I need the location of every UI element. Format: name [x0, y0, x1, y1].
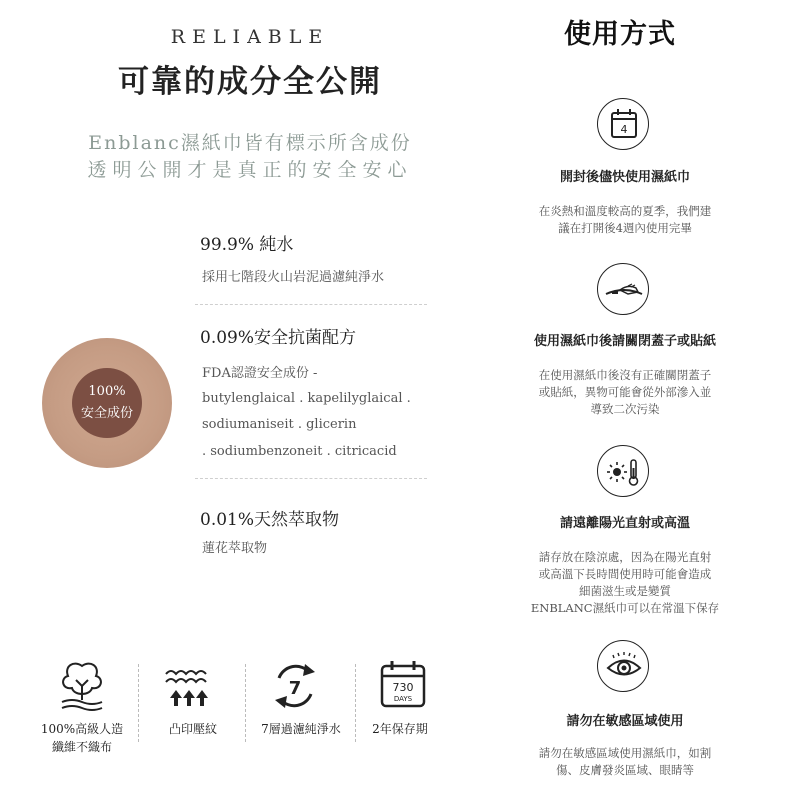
step-icon-wrap: [597, 263, 649, 315]
step-body-open: [500, 203, 750, 237]
safe-badge-percent: 100%: [88, 384, 126, 399]
ingredient-desc-line: butylenglaical . kapelilyglaical .: [202, 391, 411, 406]
feature-separator: [245, 664, 246, 742]
seven-cycle-icon: [265, 656, 325, 716]
step-body-line: 或高溫下長時間使用時可能會造成: [538, 567, 712, 581]
step-icon-wrap: [597, 445, 649, 497]
calendar-730-icon: [372, 656, 432, 716]
step-body-line: 或貼紙，異物可能會從外部滲入並: [538, 385, 712, 399]
step-icon-wrap: [597, 98, 649, 150]
divider: [195, 478, 427, 479]
ingredient-desc-line: FDA認證安全成份 -: [202, 366, 318, 381]
ingredient-title-water: 99.9% 純水: [200, 235, 294, 255]
safe-badge-label: 安全成份: [80, 406, 133, 421]
calendar-week-number: 4: [620, 123, 628, 136]
step-body-line: 在使用濕紙巾後沒有正確關閉蓋子: [538, 368, 712, 382]
subtitle-line-2: 透明公開才是真正的安全安心: [87, 159, 413, 181]
step-body-line: ENBLANC濕紙巾可以在常溫下保存: [530, 601, 720, 615]
step-body-line: 請勿在敏感區域使用濕紙巾，如割: [538, 746, 712, 760]
step-body-line: 導致二次污染: [590, 402, 660, 416]
subtitle-line-1: Enblanc濕紙巾皆有標示所含成份: [88, 132, 412, 154]
section-eyebrow: RELIABLE: [170, 26, 330, 48]
seven-cycle-number: 7: [288, 678, 302, 699]
feature-label-emboss: 凸印壓紋: [168, 722, 217, 736]
step-body-sunlight: [500, 549, 750, 617]
feature-separator: [355, 664, 356, 742]
step-heading-sunlight: 請遠離陽光直射或高溫: [559, 516, 690, 531]
feature-label-nonwoven: [22, 720, 142, 756]
section-headline: 可靠的成分全公開: [118, 64, 382, 100]
calendar-4-icon: [598, 99, 650, 151]
step-body-line: 議在打開後4週內使用完畢: [558, 221, 692, 235]
step-icon-wrap: [597, 640, 649, 692]
step-body-sensitive: [500, 745, 750, 779]
step-body-line: 在炎熱和溫度較高的夏季，我們建: [538, 204, 712, 218]
step-body-close-lid: [500, 367, 750, 418]
feature-label-shelf-life: 2年保存期: [372, 722, 428, 736]
hand-lid-icon: [598, 264, 650, 316]
ingredient-desc-water: 採用七階段火山岩泥過濾純淨水: [202, 270, 385, 285]
ingredient-desc-natural: 蓮花萃取物: [202, 541, 268, 556]
ingredient-desc-line: . sodiumbenzoneit . citricacid: [202, 444, 397, 459]
sun-thermometer-icon: [598, 446, 650, 498]
eye-icon: [598, 641, 650, 693]
cotton-tree-icon: [52, 656, 112, 716]
feature-label-filter: 7層過濾純淨水: [261, 722, 341, 736]
feature-label-line: 100%高級人造: [40, 722, 124, 736]
calendar-days-unit: DAYS: [393, 695, 413, 703]
step-body-line: 傷、皮膚發炎區域、眼睛等: [556, 763, 694, 777]
ingredient-desc-line: sodiumaniseit . glicerin: [202, 417, 357, 432]
usage-title: 使用方式: [564, 19, 676, 50]
calendar-days-number: 730: [392, 681, 414, 694]
step-heading-open: 開封後儘快使用濕紙巾: [559, 170, 690, 185]
embossed-pattern-icon: [158, 656, 218, 716]
divider: [195, 304, 427, 305]
step-body-line: 請存放在陰涼處，因為在陽光直射: [538, 550, 712, 564]
ingredient-title-antibacterial: 0.09%安全抗菌配方: [200, 328, 357, 348]
feature-label-line: 纖維不織布: [51, 740, 112, 754]
step-body-line: 細菌滋生或是變質: [579, 584, 671, 598]
step-heading-close-lid: 使用濕紙巾後請關閉蓋子或貼紙: [533, 334, 716, 349]
ingredient-title-natural: 0.01%天然萃取物: [200, 510, 340, 530]
step-heading-sensitive: 請勿在敏感區域使用: [566, 714, 684, 729]
